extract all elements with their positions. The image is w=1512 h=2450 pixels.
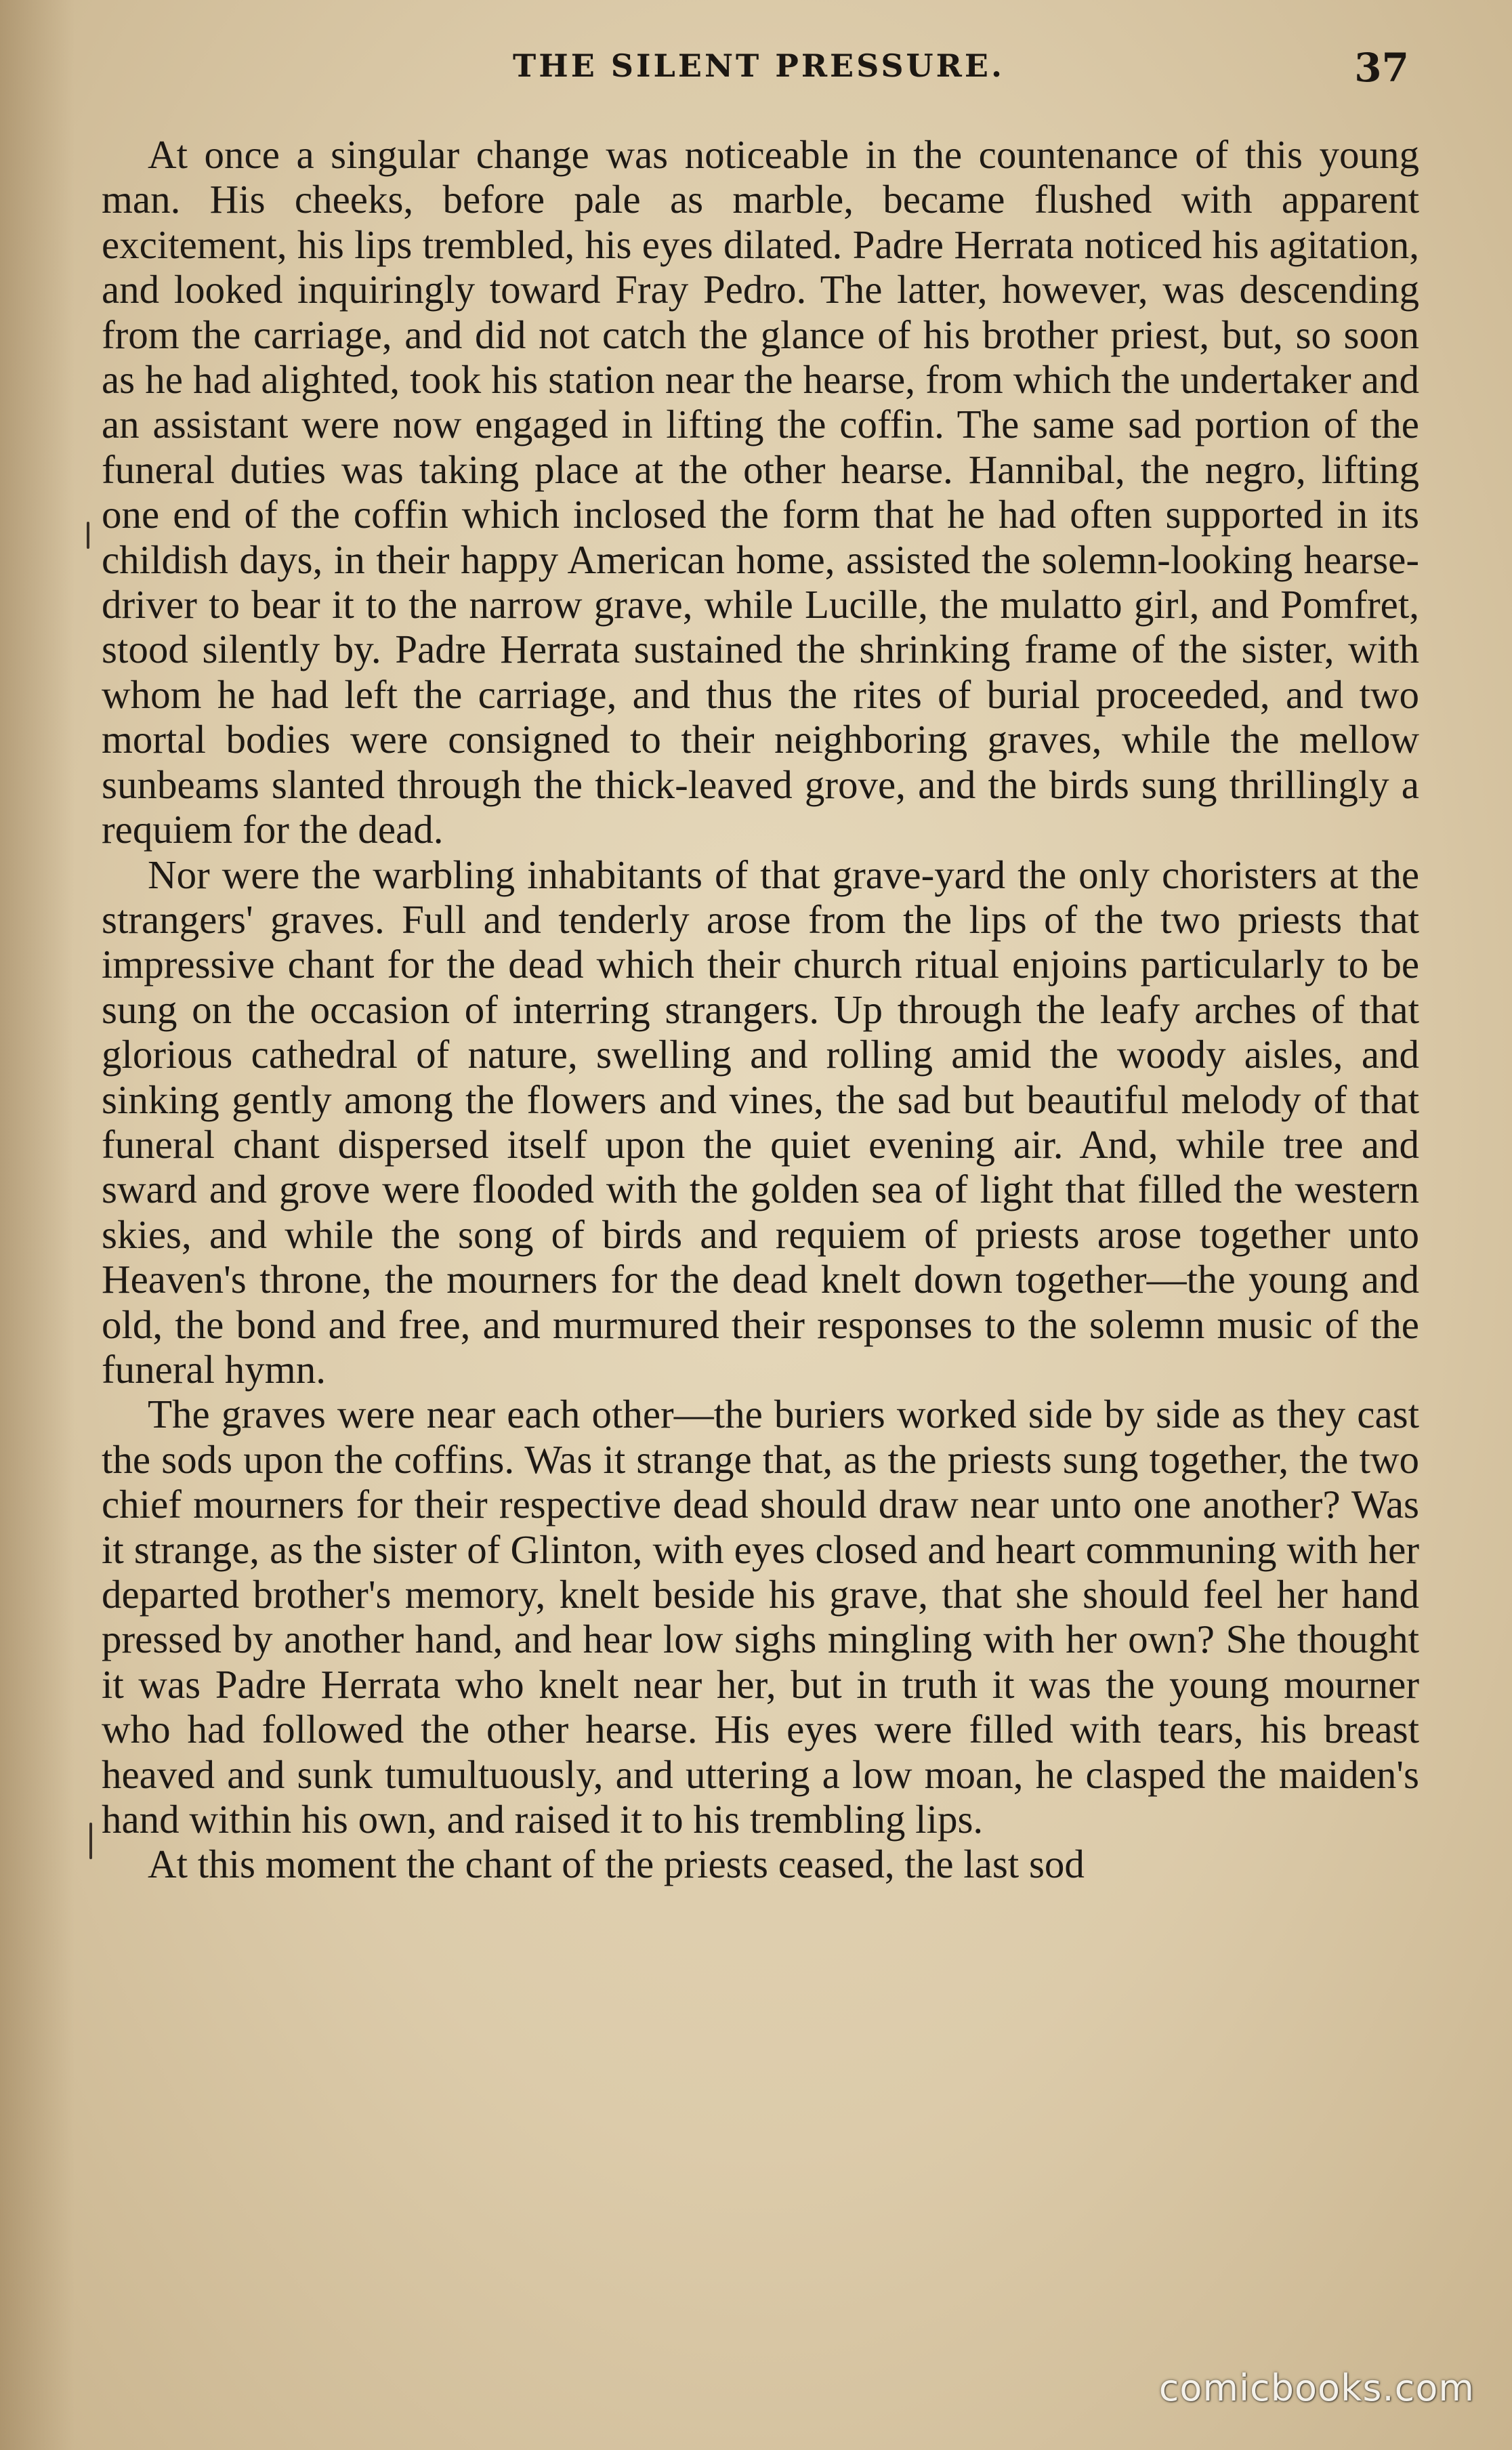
running-title: THE SILENT PRESSURE. [513,47,1005,84]
paragraph: At this moment the chant of the priests ceased, the last sod [148,1842,1085,1887]
margin-mark [89,1823,92,1859]
margin-mark [87,522,89,549]
page-number: 37 [1354,45,1409,91]
paragraph: The graves were near each other—the buriers worked side by side as they cast the sods upon the coffins. Was it strange that, as the priests sung together, the two chief mourners for their respective dead should draw near unto one another? Was it strange, as the sister of Glinton, with eyes closed and heart communing with her departed brother's memory, knelt beside his grave, that she should feel her hand pressed by another hand, and hear low sighs mingling with her own? She thought it was Padre Herrata who knelt near her, but in truth it was the young mourner who had followed the other hearse. His eyes were filled with tears, his breast heaved and sunk tumultuously, and uttering a low moan, he clasped the maiden's hand within his own, and raised it to his trembling lips. [102,1392,1419,1842]
paragraph: At once a singular change was noticeable in the countenance of this young man. His cheeks, before pale as marble, became flushed with apparent excitement, his lips trembled, his eyes dilated. Padre Herrata noticed his agitation, and looked inquiringly toward Fray Pedro. The latter, however, was descending from the carriage, and did not catch the glance of his brother priest, but, so soon as he had alighted, took his station near the hearse, from which the undertaker and an assistant were now engaged in lifting the coffin. The same sad portion of the funeral duties was taking place at the other hearse. Hannibal, the negro, lifting one end of the coffin which inclosed the form that he had often supported in its childish days, in their happy American home, assisted the solemn-looking hearse-driver to bear it to the narrow grave, while Lucille, the mulatto girl, and Pomfret, stood silently by. Padre Herrata sustained the shrinking frame of the sister, with whom he had left the carriage, and thus the rites of burial proceeded, and two mortal bodies were consigned to their neighboring graves, while the mellow sunbeams slanted through the thick-leaved grove, and the birds sung thrillingly a requiem for the dead. [102,132,1419,852]
watermark: comicbooks.com [1158,2367,1475,2409]
paragraph: Nor were the warbling inhabitants of that grave-yard the only choristers at the strangers' graves. Full and tenderly arose from the lips of the two priests that impressive chant for the dead which their church ritual enjoins particularly to be sung on the occasion of interring strangers. Up through the leafy arches of that glorious cathedral of nature, swelling and rolling amid the woody aisles, and sinking gently among the flowers and vines, the sad but beautiful melody of that funeral chant dispersed itself upon the quiet evening air. And, while tree and sward and grove were flooded with the golden sea of light that filled the western skies, and while the song of birds and requiem of priests arose together unto Heaven's throne, the mourners for the dead knelt down together—the young and old, the bond and free, and murmured their responses to the solemn music of the funeral hymn. [102,852,1419,1392]
spine-shadow [0,0,75,2450]
running-head [102,47,1416,95]
body-text [102,132,1419,1887]
